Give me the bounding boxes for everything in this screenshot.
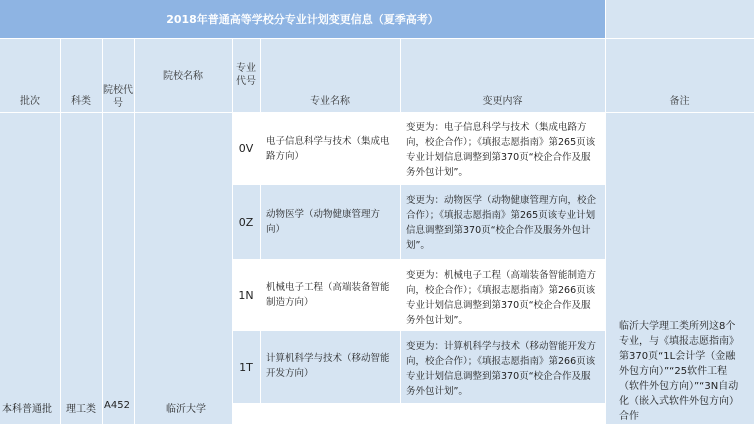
cell-batch: [0, 112, 60, 424]
row-next-change: [400, 404, 605, 424]
row-0v-major: 电子信息科学与技术（集成电路方向）: [260, 112, 400, 184]
header-major-name: 专业名称: [260, 38, 400, 112]
cell-school-name: [134, 112, 232, 424]
header-batch: 批次: [0, 38, 60, 112]
header-change-content: 变更内容: [400, 38, 605, 112]
row-0v-change: 变更为：电子信息科学与技术（集成电路方向，校企合作）；《填报志愿指南》第265页该专业计划信息调整到第370页“校企合作及服务外包计划”。: [400, 112, 605, 184]
header-remark: 备注: [605, 38, 754, 112]
cell-category: [60, 112, 102, 424]
header-school-code: 院校代号: [102, 38, 134, 112]
row-next-code: [232, 404, 260, 424]
row-1n-major: 机械电子工程（高端装备智能制造方向）: [260, 260, 400, 330]
row-1n-change: 变更为：机械电子工程（高端装备智能制造方向，校企合作）；《填报志愿指南》第266页该专业计划信息调整到第370页“校企合作及服务外包计划”。: [400, 260, 605, 330]
table-title: 2018年普通高等学校分专业计划变更信息（夏季高考）: [0, 0, 605, 38]
row-1n-code: 1N: [232, 260, 260, 330]
cell-school-code: [102, 112, 134, 424]
category-value: 理工类: [66, 404, 96, 415]
row-0v-code: 0V: [232, 112, 260, 184]
cell-remark: 临沂大学理工类所列这8个专业，与《填报志愿指南》第370页“1L会计学（金融外包方向）”“25软件工程（软件外包方向）”“3N自动化（嵌入式软件外包方向）合作: [619, 321, 739, 422]
school-name-value: 临沂大学: [166, 404, 206, 415]
header-major-code: 专业代号: [232, 38, 260, 112]
row-1t-code: 1T: [232, 331, 260, 403]
row-1t-major: 计算机科学与技术（移动智能开发方向）: [260, 331, 400, 403]
row-1t-change: 变更为：计算机科学与技术（移动智能开发方向，校企合作）；《填报志愿指南》第266页该专业计划信息调整到第370页“校企合作及服务外包计划”。: [400, 331, 605, 403]
header-school-name: 院校名称: [134, 38, 232, 112]
title-right-cell: [605, 0, 754, 38]
row-0z-change: 变更为：动物医学（动物健康管理方向，校企合作）；《填报志愿指南》第265页该专业计划信息调整到第370页“校企合作及服务外包计划”。: [400, 185, 605, 259]
batch-value: 本科普通批: [2, 404, 52, 415]
header-category: 科类: [60, 38, 102, 112]
row-next-major: [260, 404, 400, 424]
row-0z-code: 0Z: [232, 185, 260, 259]
row-0z-major: 动物医学（动物健康管理方向）: [260, 185, 400, 259]
school-code-value: A452: [104, 400, 130, 411]
